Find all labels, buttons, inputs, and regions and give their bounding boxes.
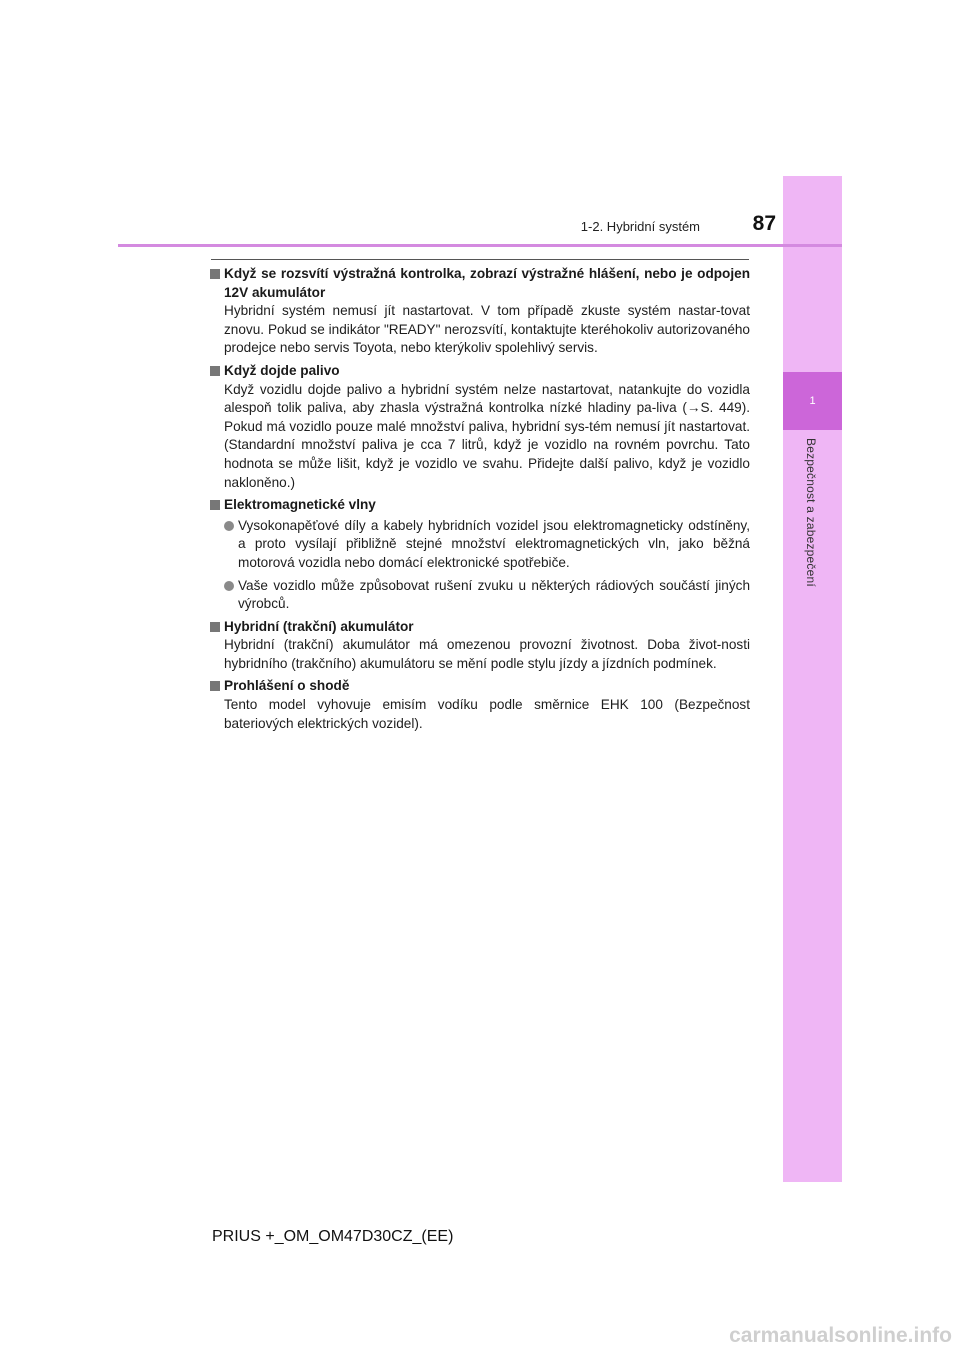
bullet-point	[210, 517, 750, 573]
item-title: Prohlášení o shodě	[224, 678, 350, 694]
bullet-text: Vaše vozidlo může způsobovat rušení zvuku u některých rádiových součástí jiných výrobců.	[238, 577, 750, 612]
item-title: Elektromagnetické vlny	[224, 497, 376, 513]
item-title: Když dojde palivo	[224, 362, 340, 378]
bullet-text: Vysokonapěťové díly a kabely hybridních vozidel jsou elektromagneticky odstíněny, a proto vysílají přibližně stejné množství elektromagnetických vln, jako běžná motorová vozidla nebo domácí elektronické spotřebiče.	[238, 517, 750, 570]
info-item-traction-battery	[210, 618, 750, 674]
section-title: 1-2. Hybridní systém	[580, 219, 700, 234]
chapter-number-tab[interactable]	[783, 372, 842, 430]
item-title: Hybridní (trakční) akumulátor	[224, 618, 414, 634]
info-item-warning-light	[210, 265, 750, 358]
bullet-point	[210, 577, 750, 614]
circle-bullet-icon	[224, 521, 234, 531]
square-bullet-icon	[210, 681, 220, 691]
page-content	[210, 265, 750, 733]
square-bullet-icon	[210, 622, 220, 632]
content-divider	[211, 259, 749, 260]
info-item-out-of-fuel	[210, 362, 750, 492]
chapter-number: 1	[809, 395, 816, 407]
footer-model-code: PRIUS +_OM_OM47D30CZ_(EE)	[212, 1228, 454, 1245]
item-text: Když vozidlu dojde palivo a hybridní systém nelze nastartovat, natankujte do vozidla alespoň tolik paliva, aby zhasla výstražná kontrolka nízké hladiny pa-liva (→S. 449). Pokud má vozidlo pouze malé množství paliva, hybridní sys-tém nemusí jít nastartovat. (Standardní množství paliva je cca 7 litrů, když je vozidlo na rovném povrchu. Tato hodnota se může lišit, když je vozidlo ve svahu. Přidejte další palivo, když je vozidlo nakloněno.)	[224, 381, 750, 490]
square-bullet-icon	[210, 366, 220, 376]
info-item-declaration	[210, 677, 750, 733]
info-item-electromagnetic-waves	[210, 496, 750, 614]
item-text: Hybridní (trakční) akumulátor má omezenou provozní životnost. Doba život-nosti hybridního (trakčního) akumulátoru se mění podle stylu jízdy a jízdních podmínek.	[224, 637, 750, 671]
chapter-side-tab	[783, 176, 842, 1182]
square-bullet-icon	[210, 500, 220, 510]
item-text: Hybridní systém nemusí jít nastartovat. V tom případě zkuste systém nastar-tovat znovu. Pokud se indikátor "READY" nerozsvítí, kontaktujte kteréhokoliv autorizovaného prodejce nebo servis Toyota, nebo kterýkoliv spolehlivý servis.	[224, 303, 750, 356]
page-number: 87	[752, 212, 776, 235]
item-text: Tento model vyhovuje emisím vodíku podle směrnice EHK 100 (Bezpečnost bateriových elektrických vozidel).	[224, 697, 750, 731]
item-title: Když se rozsvítí výstražná kontrolka, zobrazí výstražné hlášení, nebo je odpojen 12V akumulátor	[224, 266, 750, 300]
header-divider	[118, 244, 842, 247]
item-heading	[210, 618, 750, 637]
square-bullet-icon	[210, 269, 220, 279]
item-heading	[210, 496, 750, 515]
item-heading	[210, 677, 750, 696]
item-heading	[210, 265, 750, 302]
watermark: carmanualsonline.info	[729, 1324, 952, 1347]
item-heading	[210, 362, 750, 381]
chapter-title: Bezpečnost a zabezpečení	[804, 438, 818, 587]
circle-bullet-icon	[224, 581, 234, 591]
